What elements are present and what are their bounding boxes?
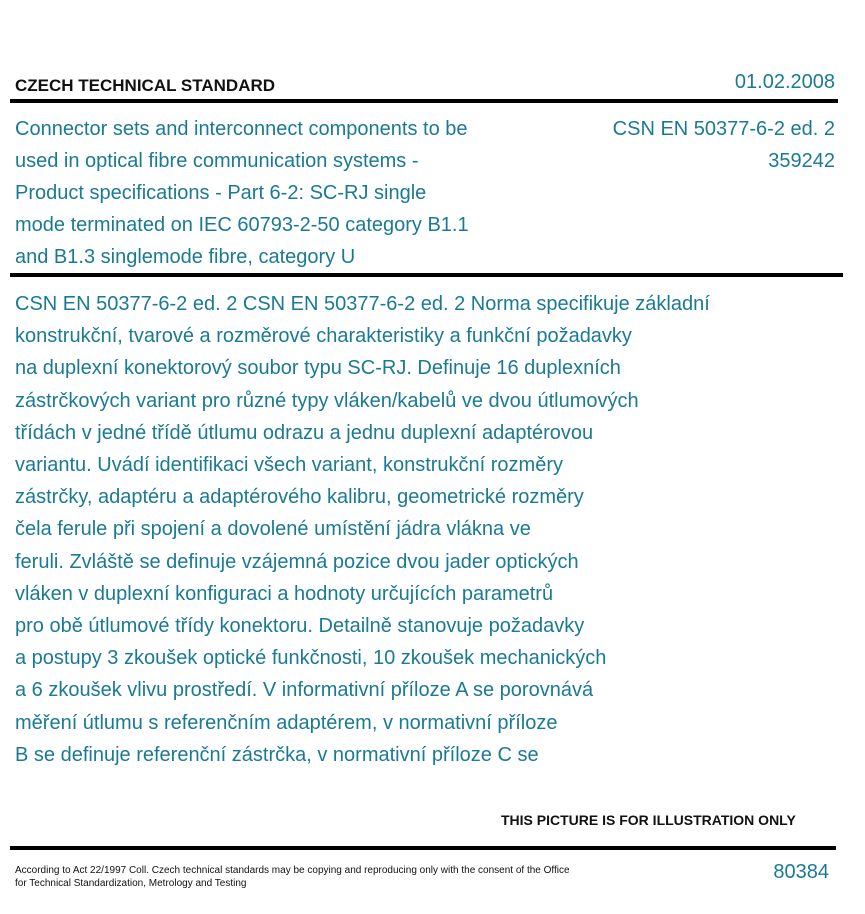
standard-number: 359242 [768,150,835,172]
abstract-line: a 6 zkoušek vlivu prostředí. V informativní příloze A se porovnává [15,679,594,702]
abstract-line: feruli. Zvláště se definuje vzájemná pozice dvou jader optických [15,550,579,573]
document-number: 80384 [773,861,829,883]
abstract-line: variantu. Uvádí identifikaci všech variant, konstrukční rozměry [15,454,563,477]
abstract-line: vláken v duplexní konfiguraci a hodnoty určujících parametrů [15,582,554,605]
abstract-line: zástrčky, adaptéru a adaptérového kalibru, geometrické rozměry [15,486,584,509]
title-line: and B1.3 singlemode fibre, category U [15,246,356,268]
legal-notice-line: for Technical Standardization, Metrology and Testing [15,878,247,889]
abstract-line: CSN EN 50377-6-2 ed. 2 CSN EN 50377-6-2 ed. 2 Norma specifikuje základní [15,293,710,315]
standard-abstract [15,288,845,771]
footer-divider [10,846,836,850]
title-line: Product specifications - Part 6-2: SC-RJ single [15,182,427,204]
legal-notice [15,864,585,890]
abstract-line: a postupy 3 zkoušek optické funkčnosti, 10 zkoušek mechanických [15,647,607,670]
title-divider [10,273,843,277]
document-type-label: CZECH TECHNICAL STANDARD [15,76,276,95]
abstract-line: zástrčkových variant pro různé typy vláken/kabelů ve dvou útlumových [15,389,639,412]
abstract-line: měření útlumu s referenčním adaptérem, v normativní příloze [15,711,558,734]
abstract-line: B se definuje referenční zástrčka, v normativní příloze C se [15,743,539,766]
abstract-line: třídách v jedné třídě útlumu odrazu a jednu duplexní adaptérovou [15,421,594,444]
publication-date: 01.02.2008 [734,71,835,93]
standard-code: CSN EN 50377-6-2 ed. 2 [612,118,835,140]
legal-notice-line: According to Act 22/1997 Coll. Czech technical standards may be copying and reproducing only with the consent of the Office [15,865,570,876]
abstract-line: konstrukční, tvarové a rozměrové charakteristiky a funkční požadavky [15,325,632,348]
standard-identifier [613,113,835,177]
title-line: Connector sets and interconnect components to be [15,118,468,140]
title-line: mode terminated on IEC 60793-2-50 category B1.1 [15,214,469,236]
title-line: used in optical fibre communication systems - [15,150,419,172]
abstract-line: čela ferule při spojení a dovolené umístění jádra vlákna ve [15,518,531,541]
illustration-disclaimer: THIS PICTURE IS FOR ILLUSTRATION ONLY [501,812,796,828]
abstract-line: na duplexní konektorový soubor typu SC-RJ. Definuje 16 duplexních [15,357,621,380]
header-divider [10,99,838,103]
abstract-line: pro obě útlumové třídy konektoru. Detailně stanovuje požadavky [15,615,585,638]
standard-title [15,113,535,273]
